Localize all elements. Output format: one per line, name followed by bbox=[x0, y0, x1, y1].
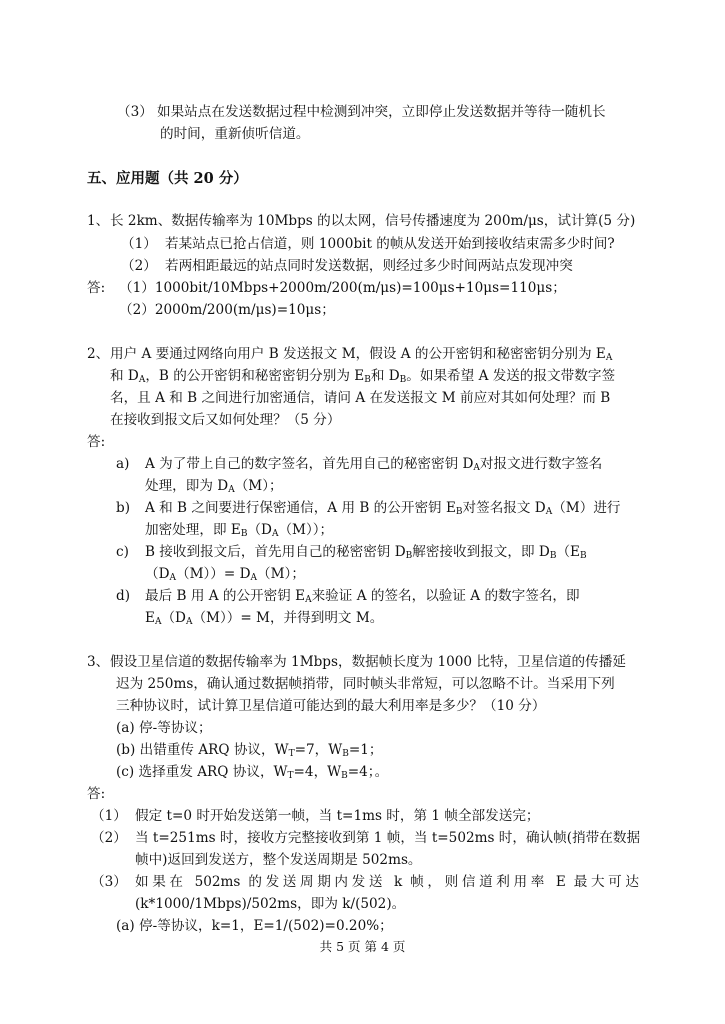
q3-step3-label: （3） bbox=[91, 874, 127, 890]
q2-c-label: c) bbox=[116, 544, 129, 560]
q1-answer-2: （2）2000m/200(m/μs)=10μs； bbox=[119, 302, 335, 318]
q1-answer-label: 答: bbox=[87, 280, 106, 296]
q2-b-label: b) bbox=[116, 500, 131, 516]
q1-stem: 长 2km、数据传输率为 10Mbps 的以太网，信号传播速度为 200m/μs，试计算(5 分) bbox=[110, 213, 636, 229]
q2-number: 2、 bbox=[87, 346, 110, 362]
q2-b-line-1: A 和 B 之间要进行保密通信，A 用 B 的公开密钥 $E_B$对签名报文 $D_A(M)$进行 bbox=[145, 500, 621, 517]
q2-line-3: 名，且 A 和 B 之间进行加密通信，请问 A 在发送报文 M 前应对其如何处理？而 B bbox=[110, 390, 611, 406]
q2-line-2: 和 $D_A$，B 的公开密钥和秘密密钥分别为 $E_B$和 $D_B$。如果希望 A 发送的报文带数字签 bbox=[110, 368, 616, 385]
q3-option-b: (b) 出错重传 ARQ 协议，$W_T=7$，$W_B=1$； bbox=[116, 742, 383, 759]
q3-line-2: 迟为 250ms，确认通过数据帧捎带，同时帧头非常短，可以忽略不计。当采用下列 bbox=[116, 676, 615, 692]
section-title: 五、应用题（共 20 分） bbox=[87, 170, 248, 187]
q3-step3-line-3: (a) 停-等协议，k=1，E=1/(502)=0.20%； bbox=[116, 918, 393, 934]
q2-c-line-2: $(D_A(M))= D_A(M)$； bbox=[145, 566, 305, 583]
q2-line-4: 在接收到报文后又如何处理？（5 分） bbox=[110, 412, 341, 428]
intro-label: （3） bbox=[117, 104, 153, 120]
q3-step2-label: （2） bbox=[91, 830, 127, 846]
q3-number: 3、 bbox=[87, 654, 110, 670]
q1-answer-1: （1）1000bit/10Mbps+2000m/200(m/μs)=100μs+10μs=110μs； bbox=[119, 280, 566, 296]
q3-step2-line-1: 当 t=251ms 时，接收方完整接收到第 1 帧，当 t=502ms 时，确认帧(捎带在数据 bbox=[135, 830, 641, 846]
q3-answer-label: 答: bbox=[87, 786, 106, 802]
q1-sub2: 若两相距最远的站点同时发送数据，则经过多少时间两站点发现冲突 bbox=[165, 258, 573, 274]
q1-sub1-label: （1） bbox=[121, 236, 157, 252]
intro-line-1: 如果站点在发送数据过程中检测到冲突，立即停止发送数据并等待一随机长 bbox=[157, 104, 606, 120]
q2-d-line-1: 最后 B 用 A 的公开密钥 $E_A$来验证 A 的签名，以验证 A 的数字签名，即 bbox=[145, 588, 580, 605]
q3-step3-line-1: 如果在 502ms 的发送周期内发送 k 帧，则信道利用率 E 最大可达 bbox=[135, 874, 639, 890]
q3-step2-line-2: 帧中)返回到发送方，整个发送周期是 502ms。 bbox=[135, 852, 422, 868]
q2-a-line-2: 处理，即为 $D_A(M)$； bbox=[145, 478, 283, 495]
q2-d-line-2: $E_A(D_A(M))= M$，并得到明文 M。 bbox=[145, 610, 384, 627]
q2-d-label: d) bbox=[116, 588, 131, 604]
q1-sub2-label: （2） bbox=[121, 258, 157, 274]
q2-line-1: 用户 A 要通过网络向用户 B 发送报文 M，假设 A 的公开密钥和秘密密钥分别为 $E_A$ bbox=[110, 346, 613, 363]
page-footer: 共 5 页 第 4 页 bbox=[319, 939, 406, 954]
q3-line-1: 假设卫星信道的数据传输率为 1Mbps，数据帧长度为 1000 比特，卫星信道的传播延 bbox=[110, 654, 626, 670]
q2-b-line-2: 加密处理，即 $E_B(D_A(M))$； bbox=[145, 522, 334, 539]
q3-option-c: (c) 选择重发 ARQ 协议，$W_T=4$，$W_B=4$；。 bbox=[116, 764, 389, 781]
q2-answer-label: 答: bbox=[87, 434, 106, 450]
q3-step1: 假定 t=0 时开始发送第一帧，当 t=1ms 时，第 1 帧全部发送完； bbox=[135, 808, 540, 824]
q3-step3-line-2: (k*1000/1Mbps)/502ms，即为 k/(502)。 bbox=[135, 896, 406, 912]
q2-c-line-1: B 接收到报文后，首先用自己的秘密密钥 $D_B$解密接收到报文，即 $D_B(E_B$ bbox=[145, 544, 587, 561]
intro-line-2: 的时间，重新侦听信道。 bbox=[160, 126, 310, 142]
q3-line-3: 三种协议时，试计算卫星信道可能达到的最大利用率是多少？（10 分） bbox=[116, 698, 546, 714]
q1-number: 1、 bbox=[87, 213, 110, 229]
q1-sub1: 若某站点已抢占信道，则 1000bit 的帧从发送开始到接收结束需多少时间? bbox=[165, 236, 615, 252]
q3-step1-label: （1） bbox=[91, 808, 127, 824]
q3-option-a: (a) 停-等协议； bbox=[116, 720, 212, 736]
q2-a-line-1: A 为了带上自己的数字签名，首先用自己的秘密密钥 $D_A$对报文进行数字签名 bbox=[145, 456, 603, 473]
q2-a-label: a) bbox=[116, 456, 130, 472]
